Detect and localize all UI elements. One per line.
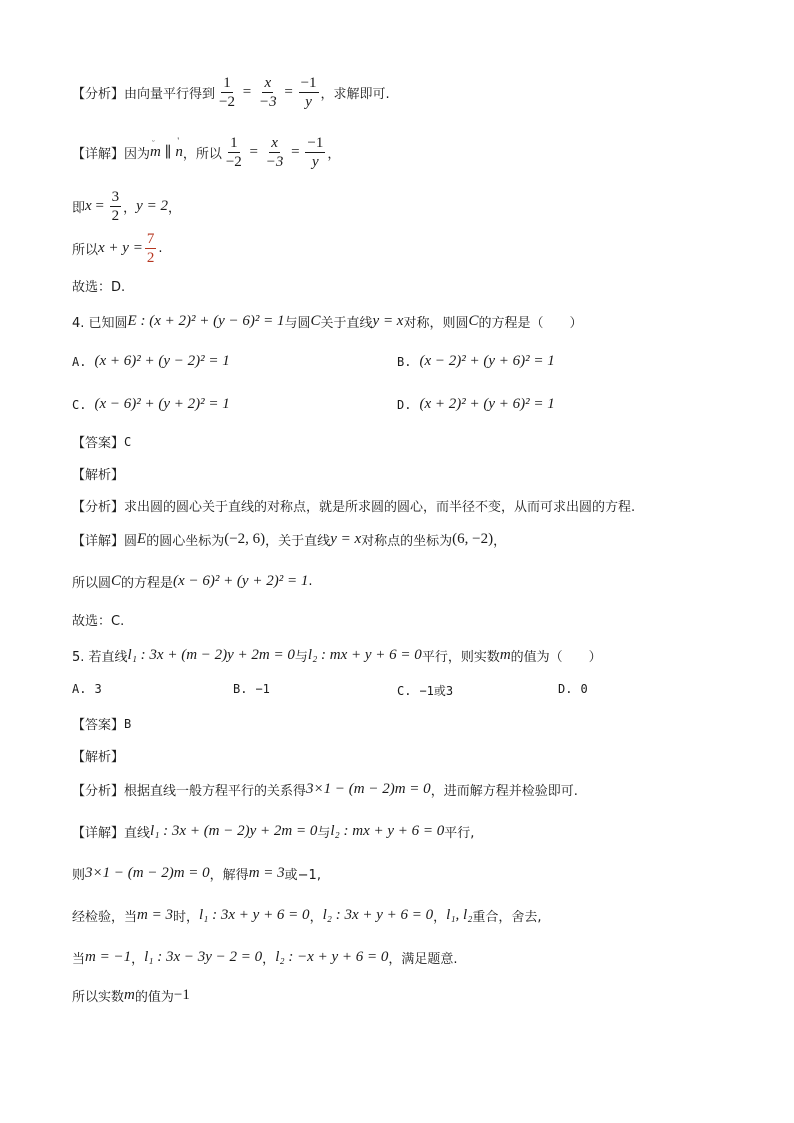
detail-tag: 【详解】: [72, 147, 125, 162]
q4-conclusion: 所以圆 C 的方程是 (x − 6)² + (y + 2)² = 1 .: [72, 573, 313, 591]
vector-n: ' n: [175, 136, 183, 160]
math-expr: E : (x + 2)² + (y − 6)² = 1: [127, 313, 285, 329]
q5-option-b: B. −1: [233, 682, 270, 696]
fraction: $\frac{x}{-3}$: [265, 135, 284, 170]
q5-check: 经检验，当 m = 3 时， l₁ : 3x + y + 6 = 0 ， l₂ : 3x + y + 6 = 0 ， l₁, l₂ 重合，舍去,: [72, 907, 542, 925]
q4-choice: 故选：C.: [72, 614, 125, 629]
q4-option-c: C. (x − 6)² + (y + 2)² = 1: [72, 396, 230, 412]
analysis-text: 由向量平行得到: [124, 87, 216, 102]
fraction: $\frac{1}{-2}$: [219, 75, 235, 110]
fraction: $\frac{1}{-2}$: [225, 135, 242, 170]
analysis-tag: 【分析】: [72, 87, 125, 102]
q5-option-c: C. −1或3: [397, 683, 454, 698]
q4-option-b: B. (x − 2)² + (y + 6)² = 1: [397, 353, 555, 369]
fraction-highlight: $\frac{7}{2}$: [146, 231, 155, 266]
math-expr: x + y =: [98, 240, 143, 256]
q5-check-2: 当 m = −1 ， l₁ : 3x − 3y − 2 = 0 ， l₂ : −x + y + 6 = 0 ，满足题意.: [72, 949, 458, 967]
q5-solve: 则 3×1 − (m − 2)m = 0 ，解得 m = 3 或−1,: [72, 865, 321, 883]
q4-answer: 【答案】 C: [72, 434, 132, 451]
q5-final: 所以实数 m 的值为 −1: [72, 987, 190, 1005]
q3-sum-line: 所以 x + y = $\frac{7}{2}$ .: [72, 231, 163, 266]
q3-choice-line: 故选：D.: [72, 280, 126, 295]
q3-detail-line: 【详解】 因为 ᵕ m ∥ ' n ，所以 $\frac{1}{-2}$ = $\frac{x}{-3}$ = $\frac{-1}{y}$ ，: [72, 135, 341, 170]
q4-analysis: 【分析】 求出圆的圆心关于直线的对称点，就是所求圆的圆心，而半径不变，从而可求出圆的方程.: [72, 500, 636, 515]
analysis-text-end: ，求解即可.: [320, 87, 390, 102]
q4-option-d: D. (x + 2)² + (y + 6)² = 1: [397, 396, 555, 412]
q4-stem: 4. 已知圆 E : (x + 2)² + (y − 6)² = 1 与圆 C 关于直线 y = x 对称，则圆 C 的方程是（ ）: [72, 313, 583, 331]
q3-analysis-line: 【分析】 由向量平行得到 $\frac{1}{-2}$ = $\frac{x}{-3}$ = $\frac{-1}{y}$ ，求解即可.: [72, 75, 390, 110]
q4-solution-tag: 【解析】: [72, 468, 125, 483]
q5-option-d: D. 0: [558, 682, 588, 696]
vector-m: ᵕ m: [150, 136, 161, 160]
q5-option-a: A. 3: [72, 682, 102, 696]
q5-detail: 【详解】 直线 l₁ : 3x + (m − 2)y + 2m = 0 与 l₂ : mx + y + 6 = 0 平行,: [72, 823, 475, 841]
q5-stem: 5. 若直线 l₁ : 3x + (m − 2)y + 2m = 0 与 l₂ : mx + y + 6 = 0 平行，则实数 m 的值为（ ）: [72, 647, 602, 665]
fraction: $\frac{3}{2}$: [111, 189, 120, 224]
fraction: $\frac{-1}{y}$: [300, 75, 317, 110]
q5-analysis: 【分析】 根据直线一般方程平行的关系得 3×1 − (m − 2)m = 0 ，进而解方程并检验即可.: [72, 781, 578, 799]
math-expr: y = 2: [136, 198, 168, 214]
q5-solution-tag: 【解析】: [72, 750, 125, 765]
q5-answer: 【答案】 B: [72, 716, 132, 733]
q4-option-a: A. (x + 6)² + (y − 2)² = 1: [72, 353, 230, 369]
fraction: $\frac{-1}{y}$: [307, 135, 324, 170]
q4-detail: 【详解】 圆 E 的圆心坐标为 (−2, 6) ，关于直线 y = x 对称点的坐标为 (6, −2) ，: [72, 531, 507, 549]
q3-result-line: 即 x = $\frac{3}{2}$ ， y = 2 ，: [72, 189, 181, 224]
fraction: $\frac{x}{-3}$: [258, 75, 277, 110]
